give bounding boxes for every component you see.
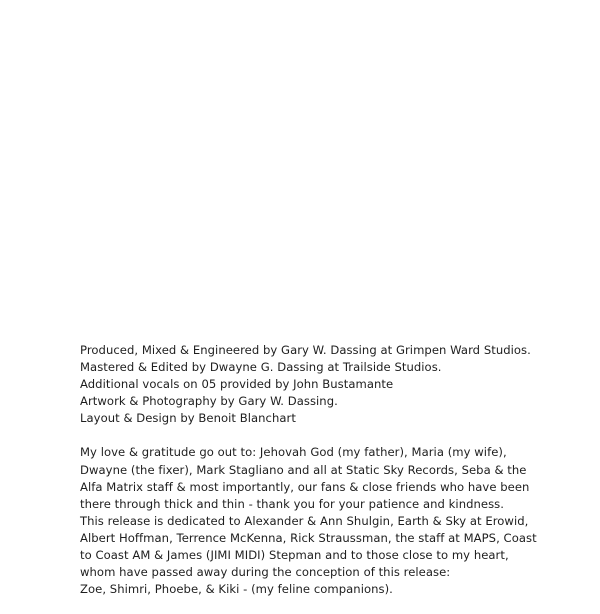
credit-line-vocals: Additional vocals on 05 provided by John Bustamante: [80, 377, 394, 392]
credit-line-layout: Layout & Design by Benoit Blanchart: [80, 411, 296, 426]
credit-line-produced: Produced, Mixed & Engineered by Gary W. Dassing at Grimpen Ward Studios.: [80, 343, 531, 357]
thanks-line: Alfa Matrix staff & most importantly, our fans & close friends who have been: [80, 479, 530, 494]
thanks-line: Dwayne (the fixer), Mark Stagliano and all at Static Sky Records, Seba & the: [80, 462, 527, 477]
dedication-line: to Coast AM & James (JIMI MIDI) Stepman and to those close to my heart,: [80, 548, 509, 563]
dedication-line: whom have passed away during the conception of this release:: [80, 565, 451, 580]
credit-line-mastered: Mastered & Edited by Dwayne G. Dassing at Trailside Studios.: [80, 360, 442, 375]
thanks-line: there through thick and thin - thank you for your patience and kindness.: [80, 496, 505, 511]
dedication-line: Albert Hoffman, Terrence McKenna, Rick Straussman, the staff at MAPS, Coast: [80, 530, 537, 545]
thanks-line: My love & gratitude go out to: Jehovah God (my father), Maria (my wife),: [80, 445, 507, 460]
dedication-line: This release is dedicated to Alexander & Ann Shulgin, Earth & Sky at Erowid,: [80, 513, 529, 528]
paragraph-spacer: [80, 427, 592, 444]
dedication-line: Zoe, Shimri, Phoebe, & Kiki - (my feline companions).: [80, 582, 393, 597]
credit-line-artwork: Artwork & Photography by Gary W. Dassing.: [80, 394, 338, 409]
credits-block: [80, 342, 592, 598]
